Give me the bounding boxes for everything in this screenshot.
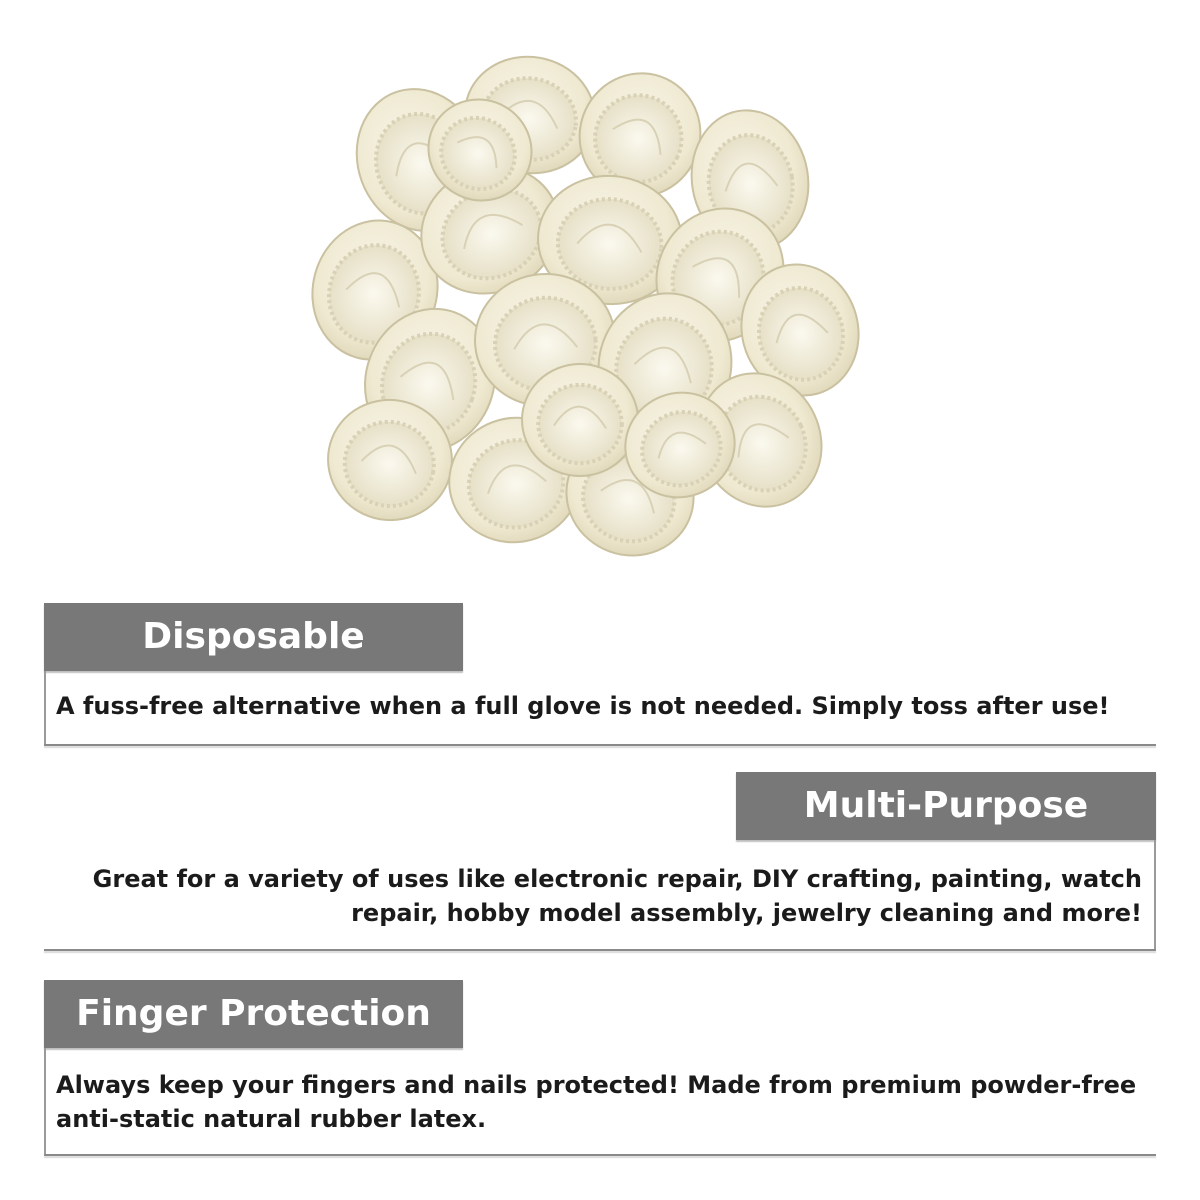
section-rule-multi-purpose <box>44 949 1156 951</box>
section-disposable <box>44 603 1156 748</box>
section-text-finger-protection-line1: Always keep your fingers and nails protected! Made from premium powder-free <box>56 1071 1137 1099</box>
section-multi-purpose <box>44 772 1156 954</box>
section-title-finger-protection: Finger Protection <box>44 980 463 1048</box>
section-text-finger-protection-line2: anti-static natural rubber latex. <box>56 1105 487 1133</box>
finger-cot <box>522 364 638 476</box>
section-text-disposable-line1: A fuss-free alternative when a full glove is not needed. Simply toss after use! <box>56 692 1110 720</box>
section-divider-left <box>44 1048 46 1156</box>
section-text-multi-purpose-line2: repair, hobby model assembly, jewelry cleaning and more! <box>351 899 1142 927</box>
section-divider-left <box>44 671 46 745</box>
section-text-multi-purpose-line1: Great for a variety of uses like electronic repair, DIY crafting, painting, watch <box>92 865 1142 893</box>
section-divider-right <box>1154 840 1156 950</box>
section-finger-protection <box>44 980 1156 1160</box>
section-rule-disposable <box>44 744 1156 746</box>
section-title-multi-purpose: Multi-Purpose <box>736 772 1156 840</box>
section-rule-finger-protection <box>44 1154 1156 1156</box>
section-title-disposable: Disposable <box>44 603 463 671</box>
finger-cots-product-image <box>280 40 880 560</box>
